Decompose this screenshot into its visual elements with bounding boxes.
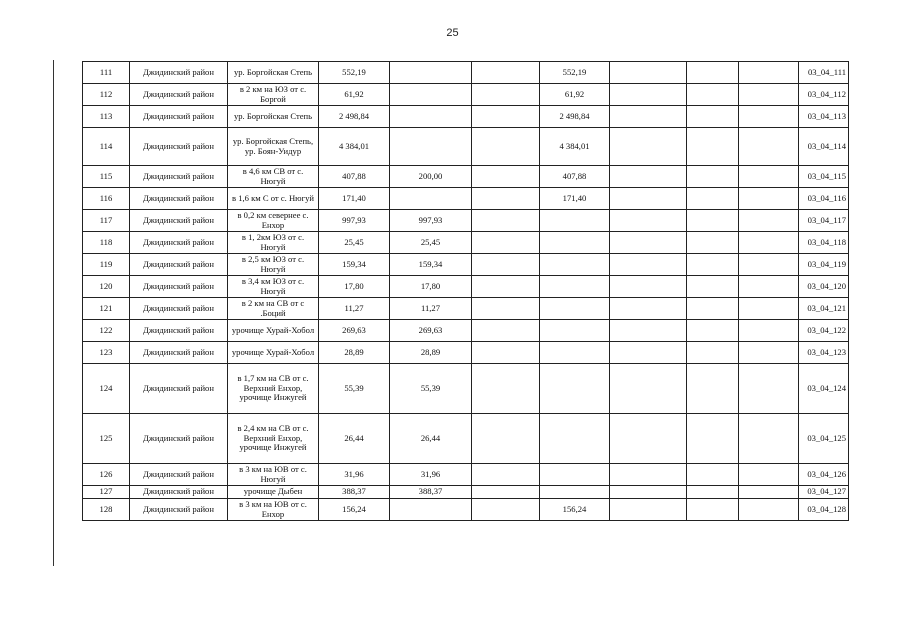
area-col7-cell (739, 342, 799, 364)
table-row (83, 188, 849, 210)
row-number: 112 (83, 84, 130, 106)
location-cell: в 3 км на ЮВ от с. Нюгуй (228, 464, 319, 486)
area-col5-cell (610, 414, 687, 464)
area-col7-cell (739, 210, 799, 232)
area-col5-cell (610, 320, 687, 342)
area-col4-cell (540, 464, 610, 486)
area-col3-cell (472, 364, 540, 414)
area-total-cell: 2 498,84 (319, 106, 390, 128)
area-total-cell: 61,92 (319, 84, 390, 106)
area-col6-cell (687, 486, 739, 499)
area-col5-cell (610, 128, 687, 166)
area-col4-cell (540, 414, 610, 464)
area-col7-cell (739, 62, 799, 84)
table-row (83, 254, 849, 276)
plot-code-cell: 03_04_122 (799, 320, 849, 342)
area-col4-cell (540, 486, 610, 499)
area-col3-cell (472, 106, 540, 128)
area-col5-cell (610, 254, 687, 276)
row-number: 116 (83, 188, 130, 210)
area-col4-cell (540, 298, 610, 320)
area-total-cell: 159,34 (319, 254, 390, 276)
area-col6-cell (687, 166, 739, 188)
area-col3-cell (472, 128, 540, 166)
area-col4-cell: 171,40 (540, 188, 610, 210)
plot-code-cell: 03_04_112 (799, 84, 849, 106)
plot-code-cell: 03_04_114 (799, 128, 849, 166)
plot-code-cell: 03_04_119 (799, 254, 849, 276)
location-cell: в 2,4 км на СВ от с. Верхний Енхор, урочище Инжугей (228, 414, 319, 464)
table-row (83, 320, 849, 342)
district-cell: Джидинский район (130, 342, 228, 364)
area-col3-cell (472, 166, 540, 188)
area-total-cell: 55,39 (319, 364, 390, 414)
area-col5-cell (610, 188, 687, 210)
district-cell: Джидинский район (130, 62, 228, 84)
row-number: 126 (83, 464, 130, 486)
area-col4-cell (540, 342, 610, 364)
area-col4-cell (540, 320, 610, 342)
row-number: 114 (83, 128, 130, 166)
area-col6-cell (687, 499, 739, 521)
area-col5-cell (610, 486, 687, 499)
table-row (83, 210, 849, 232)
table-row (83, 84, 849, 106)
plot-code-cell: 03_04_118 (799, 232, 849, 254)
area-col5-cell (610, 464, 687, 486)
district-cell: Джидинский район (130, 464, 228, 486)
area-col5-cell (610, 298, 687, 320)
plot-code-cell: 03_04_121 (799, 298, 849, 320)
area-col7-cell (739, 414, 799, 464)
area-col2-cell (390, 62, 472, 84)
area-col3-cell (472, 232, 540, 254)
area-col4-cell (540, 364, 610, 414)
area-total-cell: 552,19 (319, 62, 390, 84)
area-col7-cell (739, 486, 799, 499)
area-total-cell: 388,37 (319, 486, 390, 499)
area-col3-cell (472, 464, 540, 486)
table-row (83, 128, 849, 166)
area-col2-cell (390, 84, 472, 106)
area-total-cell: 407,88 (319, 166, 390, 188)
location-cell: в 1,7 км на СВ от с. Верхний Енхор, урочище Инжугей (228, 364, 319, 414)
area-col4-cell: 156,24 (540, 499, 610, 521)
row-number: 121 (83, 298, 130, 320)
area-col7-cell (739, 298, 799, 320)
area-col5-cell (610, 166, 687, 188)
land-plots-table (82, 61, 849, 521)
row-number: 115 (83, 166, 130, 188)
district-cell: Джидинский район (130, 254, 228, 276)
district-cell: Джидинский район (130, 128, 228, 166)
plot-code-cell: 03_04_116 (799, 188, 849, 210)
plot-code-cell: 03_04_124 (799, 364, 849, 414)
district-cell: Джидинский район (130, 486, 228, 499)
area-col6-cell (687, 276, 739, 298)
area-col5-cell (610, 499, 687, 521)
area-col2-cell: 269,63 (390, 320, 472, 342)
table-row (83, 364, 849, 414)
area-col4-cell (540, 254, 610, 276)
area-col3-cell (472, 84, 540, 106)
table-row (83, 414, 849, 464)
table-row (83, 464, 849, 486)
plot-code-cell: 03_04_125 (799, 414, 849, 464)
plot-code-cell: 03_04_126 (799, 464, 849, 486)
area-col2-cell: 388,37 (390, 486, 472, 499)
area-col7-cell (739, 166, 799, 188)
area-col4-cell (540, 276, 610, 298)
area-col4-cell (540, 232, 610, 254)
area-col5-cell (610, 106, 687, 128)
area-col2-cell: 28,89 (390, 342, 472, 364)
area-col3-cell (472, 320, 540, 342)
area-col7-cell (739, 499, 799, 521)
location-cell: в 1,6 км С от с. Нюгуй (228, 188, 319, 210)
area-col6-cell (687, 364, 739, 414)
plot-code-cell: 03_04_128 (799, 499, 849, 521)
location-cell: в 2,5 км ЮЗ от с. Нюгуй (228, 254, 319, 276)
area-col2-cell: 55,39 (390, 364, 472, 414)
area-col7-cell (739, 276, 799, 298)
area-total-cell: 171,40 (319, 188, 390, 210)
area-col6-cell (687, 188, 739, 210)
page-number: 25 (446, 27, 459, 39)
area-col3-cell (472, 210, 540, 232)
area-col3-cell (472, 254, 540, 276)
row-number: 127 (83, 486, 130, 499)
area-col2-cell (390, 499, 472, 521)
plot-code-cell: 03_04_123 (799, 342, 849, 364)
row-number: 124 (83, 364, 130, 414)
area-col6-cell (687, 254, 739, 276)
location-cell: урочище Хурай-Хобол (228, 342, 319, 364)
row-number: 118 (83, 232, 130, 254)
area-col2-cell: 25,45 (390, 232, 472, 254)
area-col5-cell (610, 276, 687, 298)
area-col7-cell (739, 128, 799, 166)
area-col2-cell: 997,93 (390, 210, 472, 232)
area-col7-cell (739, 106, 799, 128)
area-col6-cell (687, 342, 739, 364)
area-col4-cell: 2 498,84 (540, 106, 610, 128)
district-cell: Джидинский район (130, 210, 228, 232)
district-cell: Джидинский район (130, 166, 228, 188)
district-cell: Джидинский район (130, 276, 228, 298)
district-cell: Джидинский район (130, 320, 228, 342)
district-cell: Джидинский район (130, 188, 228, 210)
table-row (83, 276, 849, 298)
row-number: 128 (83, 499, 130, 521)
table-row (83, 106, 849, 128)
plot-code-cell: 03_04_113 (799, 106, 849, 128)
area-col2-cell: 17,80 (390, 276, 472, 298)
location-cell: в 2 км на СВ от с .Боций (228, 298, 319, 320)
plot-code-cell: 03_04_117 (799, 210, 849, 232)
row-number: 125 (83, 414, 130, 464)
area-col6-cell (687, 298, 739, 320)
row-number: 113 (83, 106, 130, 128)
area-total-cell: 25,45 (319, 232, 390, 254)
area-col7-cell (739, 254, 799, 276)
area-col3-cell (472, 414, 540, 464)
area-col2-cell: 26,44 (390, 414, 472, 464)
plot-code-cell: 03_04_111 (799, 62, 849, 84)
table-row (83, 486, 849, 499)
location-cell: в 0,2 км севернее с. Енхор (228, 210, 319, 232)
margin-line (53, 60, 54, 566)
area-col2-cell (390, 128, 472, 166)
area-col3-cell (472, 298, 540, 320)
plot-code-cell: 03_04_127 (799, 486, 849, 499)
area-col7-cell (739, 364, 799, 414)
area-col5-cell (610, 342, 687, 364)
plot-code-cell: 03_04_115 (799, 166, 849, 188)
area-total-cell: 269,63 (319, 320, 390, 342)
table-row (83, 62, 849, 84)
table-row (83, 298, 849, 320)
row-number: 120 (83, 276, 130, 298)
row-number: 111 (83, 62, 130, 84)
area-total-cell: 156,24 (319, 499, 390, 521)
location-cell: ур. Боргойская Степь (228, 62, 319, 84)
area-col4-cell: 4 384,01 (540, 128, 610, 166)
location-cell: урочище Хурай-Хобол (228, 320, 319, 342)
area-col5-cell (610, 84, 687, 106)
area-col3-cell (472, 342, 540, 364)
area-col2-cell: 200,00 (390, 166, 472, 188)
location-cell: ур. Боргойская Степь (228, 106, 319, 128)
table-row (83, 342, 849, 364)
area-col2-cell (390, 106, 472, 128)
district-cell: Джидинский район (130, 106, 228, 128)
area-col7-cell (739, 84, 799, 106)
area-total-cell: 31,96 (319, 464, 390, 486)
location-cell: в 4,6 км СВ от с. Нюгуй (228, 166, 319, 188)
location-cell: в 3 км на ЮВ от с. Енхор (228, 499, 319, 521)
row-number: 117 (83, 210, 130, 232)
area-col3-cell (472, 499, 540, 521)
area-col3-cell (472, 62, 540, 84)
area-col2-cell: 11,27 (390, 298, 472, 320)
area-col2-cell (390, 188, 472, 210)
area-total-cell: 17,80 (319, 276, 390, 298)
area-col2-cell: 31,96 (390, 464, 472, 486)
area-col3-cell (472, 276, 540, 298)
area-col6-cell (687, 84, 739, 106)
table-row (83, 232, 849, 254)
table-row (83, 499, 849, 521)
row-number: 119 (83, 254, 130, 276)
area-col3-cell (472, 188, 540, 210)
area-col2-cell: 159,34 (390, 254, 472, 276)
area-col5-cell (610, 62, 687, 84)
location-cell: ур. Боргойская Степь, ур. Боян-Уидур (228, 128, 319, 166)
district-cell: Джидинский район (130, 84, 228, 106)
area-col7-cell (739, 464, 799, 486)
district-cell: Джидинский район (130, 298, 228, 320)
area-col6-cell (687, 414, 739, 464)
area-col4-cell: 552,19 (540, 62, 610, 84)
area-col6-cell (687, 210, 739, 232)
district-cell: Джидинский район (130, 414, 228, 464)
area-total-cell: 4 384,01 (319, 128, 390, 166)
district-cell: Джидинский район (130, 499, 228, 521)
district-cell: Джидинский район (130, 232, 228, 254)
area-col7-cell (739, 320, 799, 342)
area-col6-cell (687, 320, 739, 342)
row-number: 123 (83, 342, 130, 364)
location-cell: в 2 км на ЮЗ от с. Боргой (228, 84, 319, 106)
area-col7-cell (739, 232, 799, 254)
area-col4-cell: 407,88 (540, 166, 610, 188)
area-col5-cell (610, 210, 687, 232)
area-col6-cell (687, 106, 739, 128)
location-cell: в 1, 2км ЮЗ от с. Нюгуй (228, 232, 319, 254)
area-col6-cell (687, 232, 739, 254)
area-col4-cell: 61,92 (540, 84, 610, 106)
area-total-cell: 26,44 (319, 414, 390, 464)
area-col5-cell (610, 364, 687, 414)
row-number: 122 (83, 320, 130, 342)
area-col3-cell (472, 486, 540, 499)
location-cell: урочище Дыбен (228, 486, 319, 499)
district-cell: Джидинский район (130, 364, 228, 414)
location-cell: в 3,4 км ЮЗ от с. Нюгуй (228, 276, 319, 298)
area-col6-cell (687, 464, 739, 486)
area-col6-cell (687, 128, 739, 166)
area-total-cell: 28,89 (319, 342, 390, 364)
area-total-cell: 11,27 (319, 298, 390, 320)
area-col6-cell (687, 62, 739, 84)
area-col4-cell (540, 210, 610, 232)
area-col5-cell (610, 232, 687, 254)
table-row (83, 166, 849, 188)
area-total-cell: 997,93 (319, 210, 390, 232)
area-col7-cell (739, 188, 799, 210)
plot-code-cell: 03_04_120 (799, 276, 849, 298)
